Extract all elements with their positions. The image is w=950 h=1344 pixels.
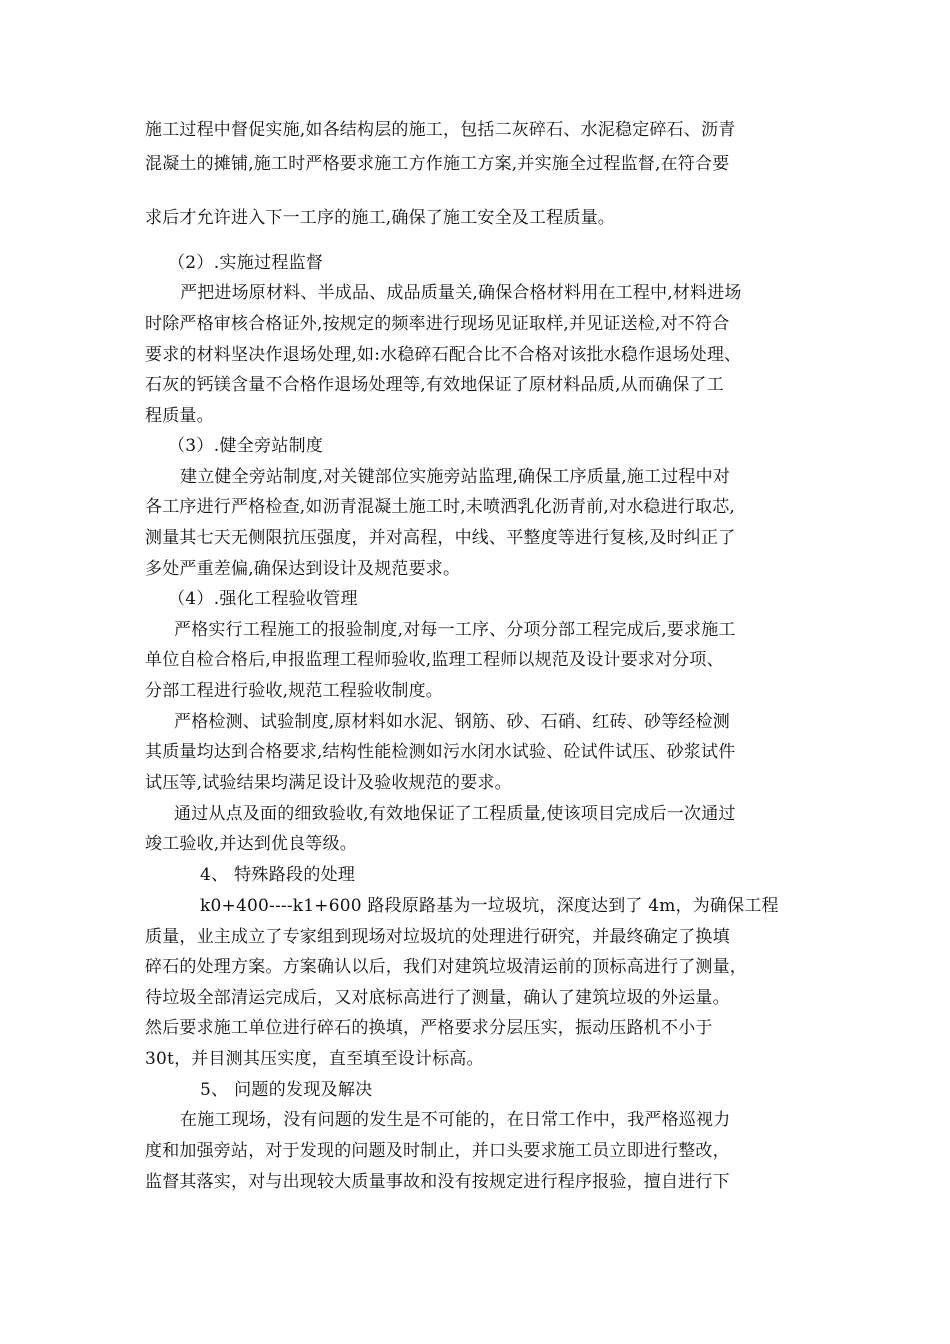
paragraph-line: 30t，并目测其压实度，直至填至设计标高。 [145,1049,484,1069]
paragraph-line: 多处严重差偏,确保达到设计及规范要求。 [145,559,461,579]
paragraph-line: 其质量均达到合格要求,结构性能检测如污水闭水试验、砼试件试压、砂浆试件 [145,742,736,762]
paragraph-line: 各工序进行严格检查,如沥青混凝土施工时,未喷洒乳化沥青前,对水稳进行取芯, [145,497,736,517]
paragraph-line: 施工过程中督促实施,如各结构层的施工，包括二灰碎石、水泥稳定碎石、沥青 [145,120,736,140]
section-heading: （2）.实施过程监督 [168,253,324,273]
paragraph-line: 试压等,试验结果均满足设计及验收规范的要求。 [145,773,512,793]
paragraph-line: 严格检测、试验制度,原材料如水泥、钢筋、砂、石硝、红砖、砂等经检测 [174,712,731,732]
paragraph-line: 监督其落实，对与出现较大质量事故和没有按规定进行程序报验，擅自进行下 [145,1172,730,1192]
paragraph-line: 时除严格审核合格证外,按规定的频率进行现场见证取样,并见证送检,对不符合 [145,314,730,334]
paragraph-line: 程质量。 [145,406,214,426]
paragraph-line: 竣工验收,并达到优良等级。 [145,834,358,854]
section-heading: （4）.强化工程验收管理 [168,589,358,609]
paragraph-line: 分部工程进行验收,规范工程验收制度。 [145,681,444,701]
paragraph-line: 通过从点及面的细致验收,有效地保证了工程质量,使该项目完成后一次通过 [174,804,736,824]
paragraph-line: 单位自检合格后,申报监理工程师验收,监理工程师以规范及设计要求对分项、 [145,650,724,670]
paragraph-line: 要求的材料坚决作退场处理,如:水稳碎石配合比不合格对该批水稳作退场处理、 [145,345,742,365]
paragraph-line: 碎石的处理方案。方案确认以后，我们对建筑垃圾清运前的顶标高进行了测量， [145,957,747,977]
paragraph-line: 质量，业主成立了专家组到现场对垃圾坑的处理进行研究，并最终确定了换填 [145,927,730,947]
paragraph-line: 严格实行工程施工的报验制度,对每一工序、分项分部工程完成后,要求施工 [174,620,736,640]
paragraph-line: 求后才允许进入下一工序的施工,确保了施工安全及工程质量。 [145,208,616,228]
section-heading: （3）.健全旁站制度 [168,436,324,456]
paragraph-line: 然后要求施工单位进行碎石的换填，严格要求分层压实，振动压路机不小于 [145,1018,713,1038]
paragraph-line: 测量其七天无侧限抗压强度，并对高程，中线、平整度等进行复核,及时纠正了 [145,528,736,548]
paragraph-line: 混凝土的摊铺,施工时严格要求施工方作施工方案,并实施全过程监督,在符合要 [145,154,730,174]
paragraph-line: 待垃圾全部清运完成后，又对底标高进行了测量，确认了建筑垃圾的外运量。 [145,988,730,1008]
paragraph-line: 度和加强旁站，对于发现的问题及时制止，并口头要求施工员立即进行整改， [145,1141,730,1161]
paragraph-line: 石灰的钙镁含量不合格作退场处理等,有效地保证了原材料品质,从而确保了工 [145,375,724,395]
paragraph-line: 在施工现场，没有问题的发生是不可能的，在日常工作中，我严格巡视力 [180,1110,731,1130]
paragraph-line: 严把进场原材料、半成品、成品质量关,确保合格材料用在工程中,材料进场 [180,283,742,303]
section-heading: 5、 问题的发现及解决 [200,1080,373,1100]
section-heading: 4、 特殊路段的处理 [200,865,356,885]
paragraph-line: 建立健全旁站制度,对关键部位实施旁站监理,确保工序质量,施工过程中对 [180,467,731,487]
paragraph-line: k0+400----k1+600 路段原路基为一垃圾坑，深度达到了 4m，为确保工程 [200,896,779,916]
